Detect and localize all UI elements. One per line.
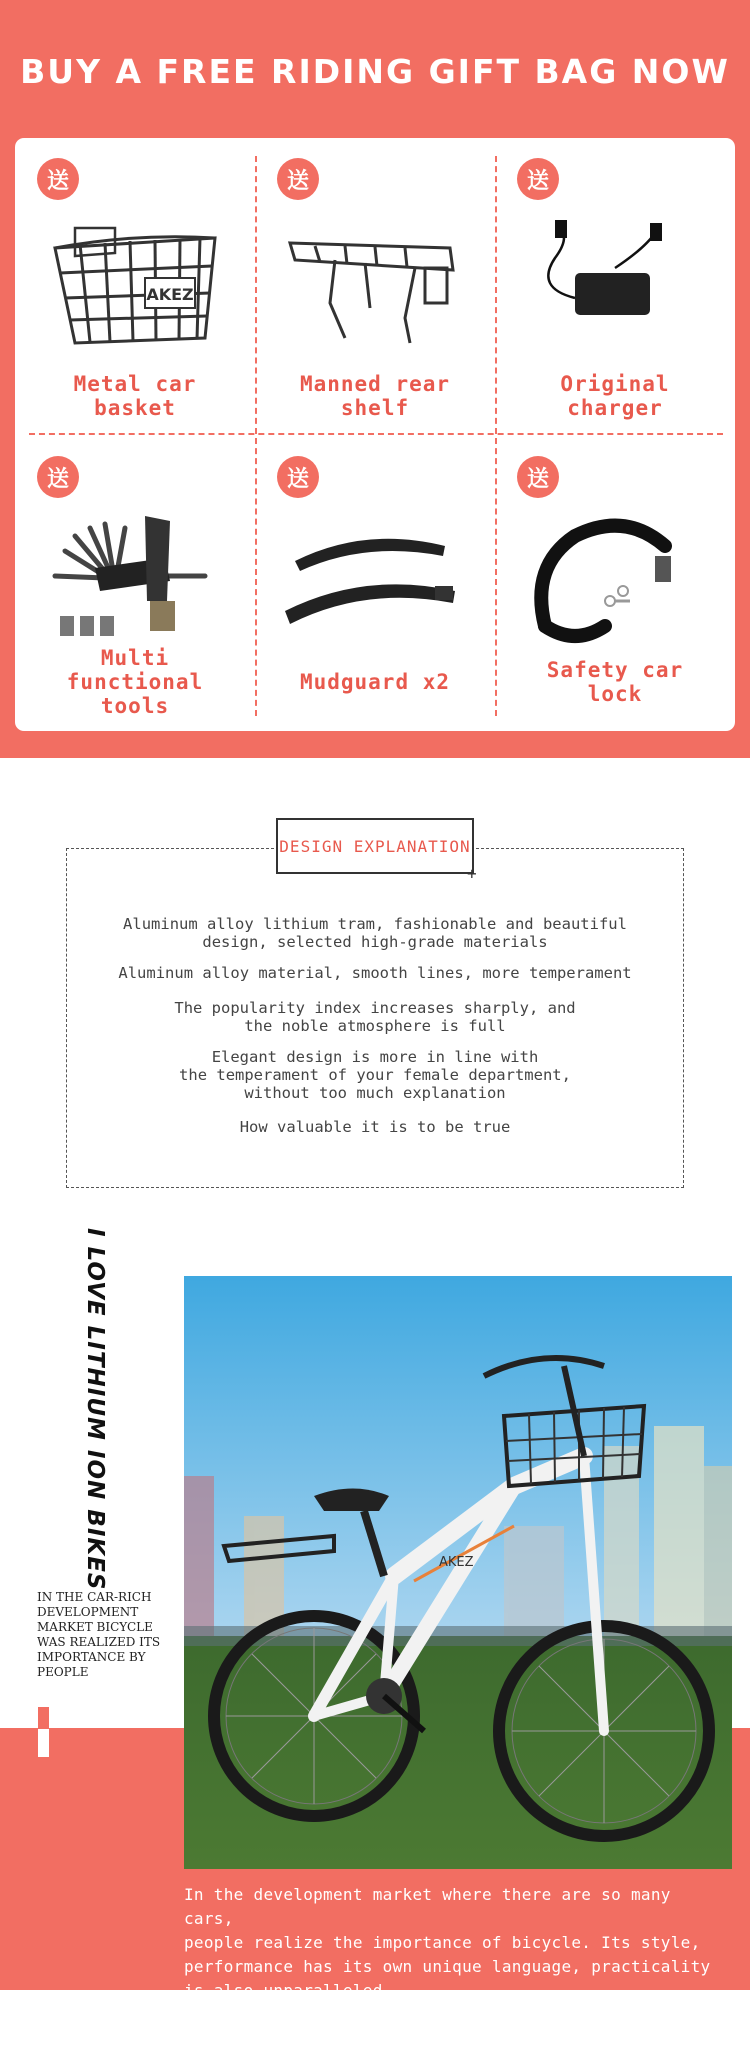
multi-tool-icon — [35, 506, 235, 656]
frame-brand: AKEZ — [439, 1555, 474, 1570]
side-caption: IN THE CAR-RICH DEVELOPMENT MARKET BICYCLE WAS REALIZED ITS IMPORTANCE BY PEOPLE — [37, 1590, 161, 1679]
gift-item-label: charger — [567, 396, 663, 420]
rear-shelf-icon — [275, 208, 475, 358]
mudguard-icon — [275, 506, 475, 656]
gift-badge: 送 — [37, 158, 79, 200]
description-line: performance has its own unique language, practicality — [184, 1957, 711, 1976]
gift-item-label: functional — [66, 670, 204, 694]
gift-item-label: basket — [94, 396, 176, 420]
gift-item-charger — [495, 138, 735, 434]
design-line: the temperament of your female department, — [179, 1066, 571, 1084]
bottom-description — [184, 1883, 724, 2003]
design-line: How valuable it is to be true — [239, 1118, 511, 1136]
gift-badge: 送 — [517, 158, 559, 200]
basket-brand-logo: AKEZ — [146, 285, 194, 304]
gift-item-rear-shelf — [255, 138, 495, 434]
design-line: Aluminum alloy lithium tram, fashionable and beautiful — [123, 915, 627, 933]
description-line: is also unparalleled. — [184, 1981, 393, 2000]
gift-item-lock — [495, 436, 735, 732]
electric-bicycle-photo — [184, 1276, 732, 1869]
design-line: Elegant design is more in line with — [211, 1048, 539, 1066]
design-line: Aluminum alloy material, smooth lines, more temperament — [118, 964, 632, 982]
gift-badge: 送 — [277, 158, 319, 200]
design-paragraph — [66, 1048, 684, 1102]
chain-lock-icon — [515, 506, 715, 656]
description-line: In the development market where there are so many cars, — [184, 1885, 671, 1928]
design-line: without too much explanation — [244, 1084, 506, 1102]
gift-bag-section — [0, 0, 750, 758]
description-line: people realize the importance of bicycle. Its style, — [184, 1933, 701, 1952]
gift-bag-title: BUY A FREE RIDING GIFT BAG NOW — [20, 52, 730, 91]
gift-badge: 送 — [517, 456, 559, 498]
design-paragraph — [66, 915, 684, 951]
gift-item-label: Original — [560, 372, 670, 396]
metal-basket-icon — [35, 208, 235, 358]
design-line: The popularity index increases sharply, and — [174, 999, 576, 1017]
bicycle-photo — [184, 1276, 732, 1869]
gift-card — [15, 138, 735, 731]
gift-badge: 送 — [37, 456, 79, 498]
gift-item-label: Safety car — [546, 658, 684, 682]
design-line: the noble atmosphere is full — [244, 1017, 506, 1035]
design-paragraph — [66, 1118, 684, 1136]
gift-item-label: Mudguard x2 — [299, 670, 451, 694]
gift-item-mudguard — [255, 436, 495, 732]
gift-item-label: Multi — [100, 646, 170, 670]
plus-icon: + — [467, 864, 477, 883]
design-paragraph — [66, 999, 684, 1035]
gift-item-label: tools — [100, 694, 170, 718]
gift-item-label: lock — [587, 682, 643, 706]
design-line: design, selected high-grade materials — [202, 933, 548, 951]
vertical-slogan: I LOVE LITHIUM ION BIKES — [82, 1228, 108, 1591]
charger-icon — [515, 208, 715, 358]
gift-badge: 送 — [277, 456, 319, 498]
gift-item-label: Metal car — [73, 372, 197, 396]
gift-item-label: shelf — [340, 396, 410, 420]
design-paragraph — [66, 964, 684, 982]
gift-item-multi-tool — [15, 436, 255, 732]
gift-item-label: Manned rear — [299, 372, 451, 396]
design-explanation-title: DESIGN EXPLANATION — [276, 818, 474, 874]
decorative-stripe — [38, 1707, 49, 1729]
gift-item-basket — [15, 138, 255, 434]
